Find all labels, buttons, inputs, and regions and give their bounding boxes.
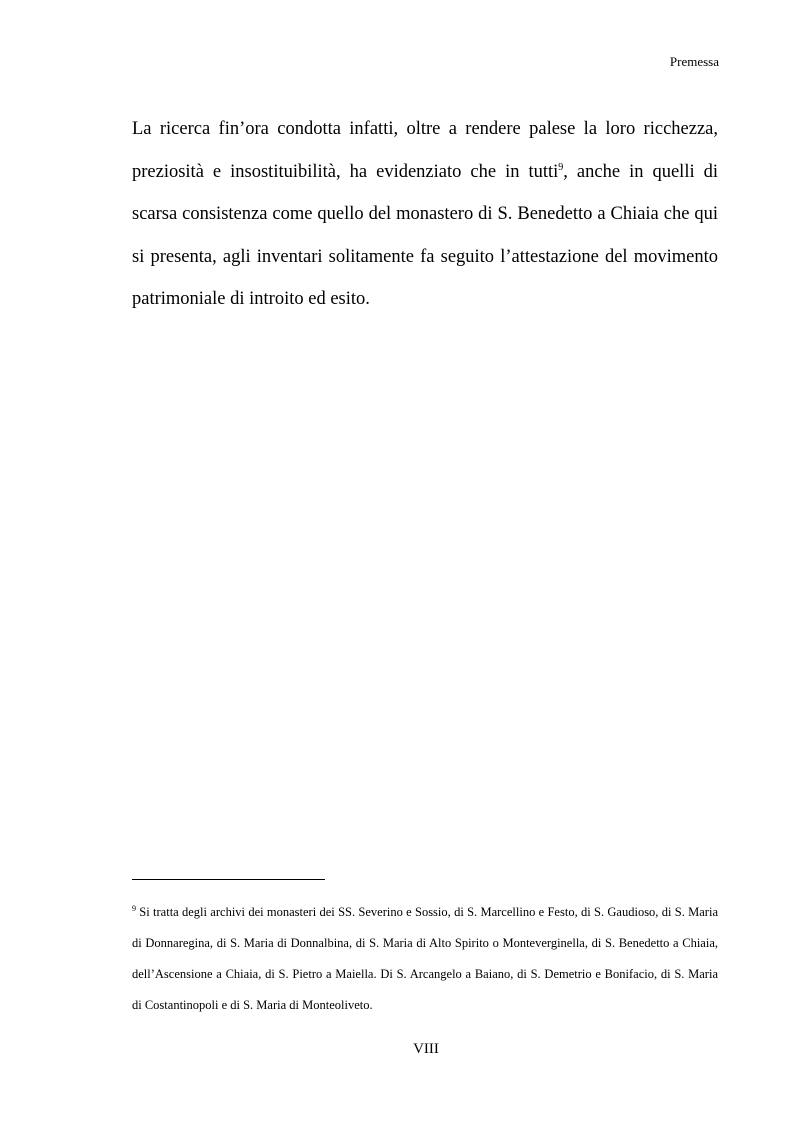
footnote-text: Si tratta degli archivi dei monasteri dei SS. Severino e Sossio, di S. Marcellino e Festo, di S. Gaudioso, di S. Maria di Donnaregina, di S. Maria di Donnalbina, di S. Maria di Alto Spirito o Monteverginella, di S. Benedetto a Chiaia, dell’Ascensione a Chiaia, di S. Pietro a Maiella. Di S. Arcangelo a Baiano, di S. Demetrio e Bonifacio, di S. Maria di Costantinopoli e di S. Maria di Monteoliveto. xyxy=(132,905,718,1012)
paragraph-text-end: , anche in quelli di scarsa consistenza come quello del monastero di S. Benedetto a Chiaia che qui si presenta, agli inventari solitamente fa seguito l’attestazione del movimento patrimoniale di introito ed esito. xyxy=(132,161,719,309)
running-header: Premessa xyxy=(669,54,719,69)
footnote-separator xyxy=(132,879,325,880)
paragraph-text-start: La ricerca fin’ora condotta infatti, oltre a rendere palese la loro ricchezza, preziosità e insostituibilità, ha evidenziato che in tutti xyxy=(132,119,718,182)
footnote-reference[interactable]: 9 xyxy=(558,161,564,173)
page-number: VIII xyxy=(413,1041,439,1057)
footnote xyxy=(132,897,718,1021)
body-paragraph xyxy=(132,108,718,321)
footnote-marker: 9 xyxy=(132,904,136,913)
